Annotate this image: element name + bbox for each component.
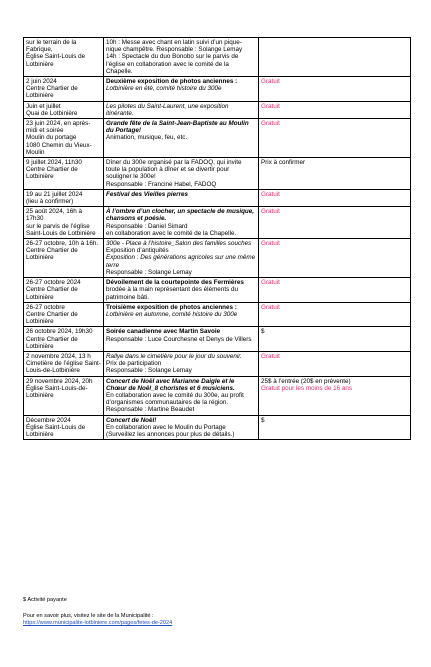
event-row bbox=[24, 77, 411, 102]
event-description bbox=[104, 327, 259, 352]
event-date-location bbox=[24, 158, 104, 190]
event-description bbox=[104, 38, 259, 77]
event-cost-text: Gratuit bbox=[261, 240, 280, 248]
event-description-line: Soirée canadienne avec Martin Savoie bbox=[106, 328, 221, 336]
event-description-line: Exposition d’antiquités bbox=[106, 247, 169, 255]
event-date-location bbox=[24, 189, 104, 206]
event-cost-text: Prix à confirmer bbox=[261, 159, 306, 167]
event-cost-text: Gratuit bbox=[261, 352, 280, 360]
event-cost bbox=[259, 38, 411, 77]
event-description bbox=[104, 77, 259, 102]
event-description-line: Lotbinière en été, comité histoire du 300e bbox=[106, 85, 222, 93]
event-description-line: En collaboration avec le comité du 300e, au profit d’organismes communautaires de la région. bbox=[106, 391, 244, 407]
event-description bbox=[104, 376, 259, 415]
event-when-text: 26-27 octobre, 10h à 16h. Centre Chartier de Lotbinière bbox=[26, 240, 99, 262]
event-description-line: 10h : Messe avec chant en latin suivi d’un pique-nique champêtre. Responsable : Solange Lemay bbox=[106, 39, 243, 54]
event-description-line: Responsable : Luce Courchesne et Denys de Villers bbox=[106, 335, 252, 343]
event-cost-text: $ bbox=[261, 328, 265, 336]
event-date-location bbox=[24, 239, 104, 278]
event-cost bbox=[259, 101, 411, 118]
event-description bbox=[104, 119, 259, 158]
event-date-location bbox=[24, 119, 104, 158]
event-cost bbox=[259, 119, 411, 158]
event-date-location bbox=[24, 327, 104, 352]
event-cost-text: Gratuit bbox=[261, 208, 280, 216]
event-description-line: Grande fête de la Saint-Jean-Baptiste au Moulin du Portage! bbox=[106, 120, 249, 135]
event-when-text: 23 juin 2024, en après-midi et soirée Moulin du portage 1080 Chemin du Vieux-Moulin bbox=[26, 120, 92, 156]
event-row bbox=[24, 119, 411, 158]
event-cost-text: $ bbox=[261, 416, 265, 424]
event-row bbox=[24, 239, 411, 278]
event-description-line: 14h : Spectacle du duo Bonobo sur le parvis de l’église en collaboration avec le comité de la Chapelle. bbox=[106, 53, 239, 75]
event-when-text: 25 août 2024, 16h à 17h30 sur le parvis de l’église Saint-Louis de Lotbinière bbox=[26, 208, 96, 237]
event-description-line: Responsable : Francine Habel, FADOQ bbox=[106, 180, 217, 188]
event-description-line: Concert de Noël avec Marianne Daigle et le Chœur de Noël_8 choristes et 6 musiciens. bbox=[106, 377, 235, 392]
event-cost bbox=[259, 327, 411, 352]
event-row bbox=[24, 158, 411, 190]
event-row bbox=[24, 327, 411, 352]
event-cost-text: Gratuit bbox=[261, 78, 280, 86]
event-when-text: 9 juillet 2024, 11h30 Centre Chartier de Lotbinière bbox=[26, 159, 82, 181]
event-cost-line: Gratuit pour les moins de 16 ans bbox=[261, 384, 353, 392]
event-row bbox=[24, 415, 411, 440]
event-when-text: 26-27 octobre Centre Chartier de Lotbinière bbox=[26, 303, 78, 326]
event-row bbox=[24, 351, 411, 376]
event-when-text: 26-27 octobre 2024 Centre Chartier de Lotbinière bbox=[26, 279, 81, 301]
event-date-location bbox=[24, 77, 104, 102]
event-description bbox=[104, 101, 259, 118]
event-cost bbox=[259, 77, 411, 102]
event-date-location bbox=[24, 38, 104, 77]
event-description-line: À l’ombre d’un clocher, un spectacle de musique, chansons et poésie. bbox=[106, 208, 255, 223]
event-row bbox=[24, 189, 411, 206]
events-table bbox=[23, 37, 411, 440]
event-description-line: Responsable : Daniel Simard en collaboration avec le comité de la Chapelle. bbox=[106, 222, 237, 237]
municipality-link[interactable]: https://www.municipalite-lotbiniere.com/pages/fetes-de-2024 bbox=[23, 620, 173, 626]
event-description-line: Deuxième exposition de photos anciennes : bbox=[106, 78, 238, 86]
event-cost bbox=[259, 189, 411, 206]
event-description-line: Responsable : Martine Beaudet bbox=[106, 406, 195, 414]
event-cost bbox=[259, 415, 411, 440]
event-row bbox=[24, 207, 411, 239]
event-description-line: En collaboration avec le Moulin du Portage (Surveillez les annonces pour plus de détails.) bbox=[106, 423, 235, 438]
event-cost bbox=[259, 239, 411, 278]
event-description-line: Responsable : Solange Lemay bbox=[106, 268, 192, 276]
more-info-text: Pour en savoir plus, visitez le site de la Municipalité : bbox=[23, 613, 154, 619]
event-when-text: Décembre 2024 Église Saint-Louis de Lotbinière bbox=[26, 416, 86, 438]
event-cost-text: Gratuit bbox=[261, 190, 280, 198]
event-cost bbox=[259, 278, 411, 303]
event-description-line: Troisième exposition de photos anciennes : bbox=[106, 303, 237, 311]
event-description-line: Les pilotes du Saint-Laurent, une exposition itinérante. bbox=[106, 102, 229, 117]
event-description-line: Rallye dans le cimetière pour le jour du souvenir. bbox=[106, 352, 242, 360]
event-description-line: 300e - Place à l’histoire_Salon des familles souches bbox=[106, 240, 252, 248]
event-description-line: brodée à la main représentant des éléments du patrimoine bâti. bbox=[106, 286, 238, 301]
event-when-text: 2 juin 2024 Centre Chartier de Lotbinière bbox=[26, 78, 78, 100]
event-description bbox=[104, 207, 259, 239]
event-cost-text: Gratuit bbox=[261, 279, 280, 287]
event-description bbox=[104, 415, 259, 440]
event-description-line: Lotbinière en automne, comité histoire du 300e bbox=[106, 310, 238, 318]
event-cost-text: Gratuit bbox=[261, 120, 280, 128]
event-cost bbox=[259, 376, 411, 415]
event-cost bbox=[259, 158, 411, 190]
event-row bbox=[24, 302, 411, 327]
event-description bbox=[104, 239, 259, 278]
event-date-location bbox=[24, 278, 104, 303]
legend-paid: $ Activité payante bbox=[23, 597, 67, 603]
event-description-line: Concert de Noël! bbox=[106, 416, 157, 424]
event-description-line: Animation, musique, feu, etc. bbox=[106, 134, 188, 142]
event-description bbox=[104, 351, 259, 376]
event-description-line: Prix de participation Responsable : Solange Lemay bbox=[106, 360, 192, 375]
event-row bbox=[24, 376, 411, 415]
event-description-line: Dîner du 300e organisé par la FADOQ, qui invite toute la population à dîner et se divertir pour souligner le 300e! bbox=[106, 159, 242, 181]
event-date-location bbox=[24, 207, 104, 239]
event-description bbox=[104, 302, 259, 327]
event-description-line: Festival des Vieilles pierres bbox=[106, 190, 189, 198]
event-date-location bbox=[24, 101, 104, 118]
event-description-line: Exposition : Des générations agricoles sur une même terre bbox=[106, 254, 256, 269]
event-date-location bbox=[24, 376, 104, 415]
event-when-text: 2 novembre 2024, 13 h Cimetière de l’église Saint-Louis-de-Lotbinière bbox=[26, 352, 101, 375]
event-cost-text: Gratuit bbox=[261, 102, 280, 110]
event-date-location bbox=[24, 415, 104, 440]
event-description bbox=[104, 189, 259, 206]
events-table-body bbox=[24, 38, 411, 440]
event-cost bbox=[259, 351, 411, 376]
event-when-text: 26 octobre 2024, 19h30 Centre Chartier de Lotbinière bbox=[26, 328, 93, 350]
event-cost-text bbox=[261, 378, 408, 392]
event-description bbox=[104, 278, 259, 303]
event-row bbox=[24, 101, 411, 118]
event-cost-line: 25$ à l’entrée (20$ en prévente) bbox=[261, 377, 351, 385]
event-when-text: 29 novembre 2024, 20h Église Saint-Louis-de-Lotbinière bbox=[26, 377, 93, 399]
event-date-location bbox=[24, 302, 104, 327]
event-row bbox=[24, 278, 411, 303]
event-cost-text: Gratuit bbox=[261, 303, 280, 311]
event-when-text: 19 au 21 juillet 2024 (lieu à confirmer) bbox=[26, 190, 83, 206]
event-date-location bbox=[24, 351, 104, 376]
event-when-text: Juin et juillet Quai de Lotbinière bbox=[26, 102, 78, 117]
event-cost bbox=[259, 207, 411, 239]
event-description-line: Dévoilement de la courtepointe des Fermières bbox=[106, 279, 244, 287]
event-when-text: sur le terrain de la Fabrique, Église Saint-Louis de Lotbinière bbox=[26, 39, 86, 68]
event-description bbox=[104, 158, 259, 190]
event-cost bbox=[259, 302, 411, 327]
event-row bbox=[24, 38, 411, 77]
